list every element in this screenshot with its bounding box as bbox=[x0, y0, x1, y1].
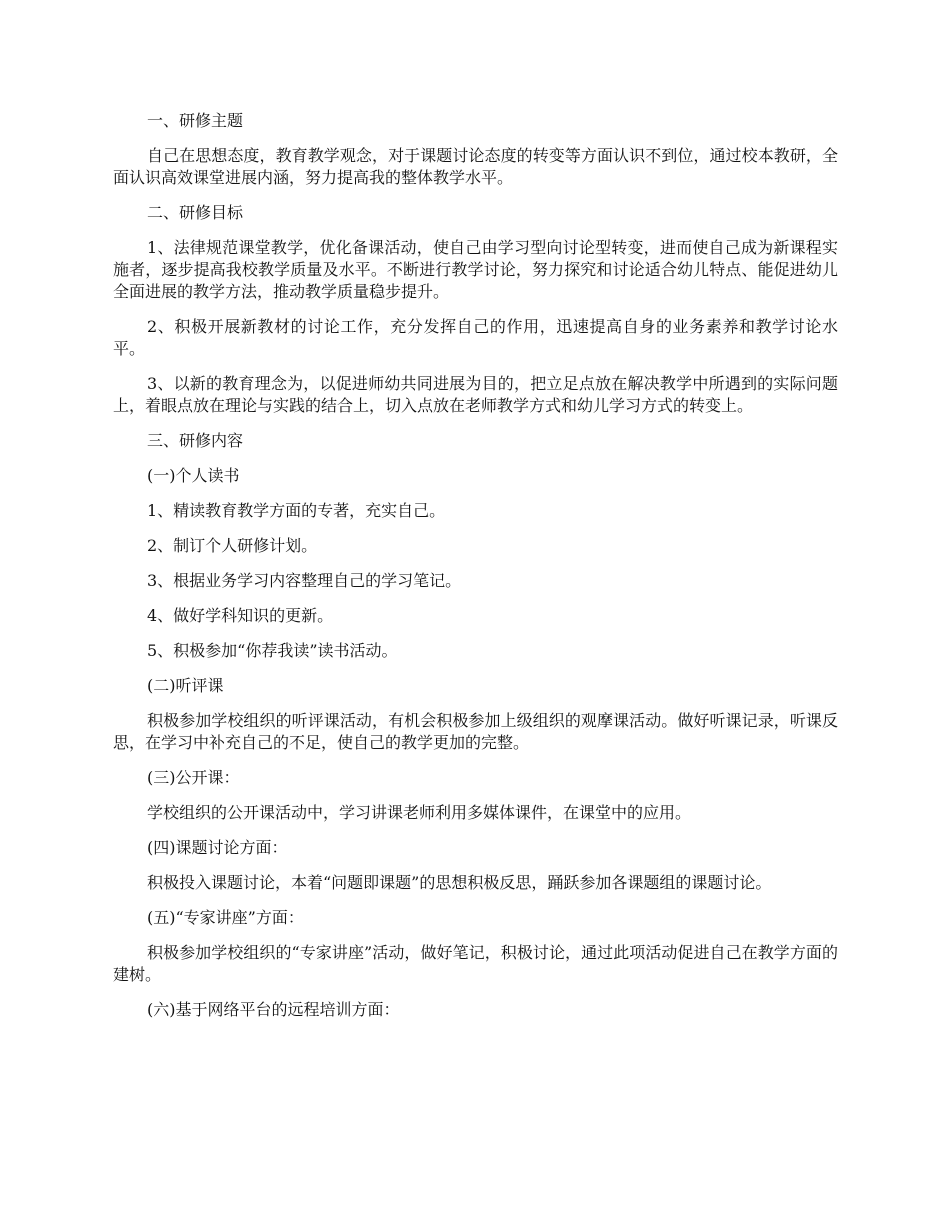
subheading-personal-reading: (一)个人读书 bbox=[147, 466, 240, 485]
paragraph-open-class: 学校组织的公开课活动中，学习讲课老师利用多媒体课件，在课堂中的应用。 bbox=[147, 803, 692, 822]
heading-research-theme: 一、研修主题 bbox=[147, 111, 244, 130]
list-item-reading-4: 4、做好学科知识的更新。 bbox=[147, 606, 334, 625]
list-item-reading-1: 1、精读教育教学方面的专著，充实自己。 bbox=[147, 501, 446, 520]
list-item-reading-2: 2、制订个人研修计划。 bbox=[147, 536, 318, 555]
paragraph-lesson-observation: 积极参加学校组织的听评课活动，有机会积极参加上级组织的观摩课活动。做好听课记录，听课反思，在学习中补充自己的不足，使自己的教学更加的完整。 bbox=[113, 711, 838, 752]
subheading-remote-training: (六)基于网络平台的远程培训方面： bbox=[147, 1000, 400, 1019]
paragraph-theme-body: 自己在思想态度，教育教学观念，对于课题讨论态度的转变等方面认识不到位，通过校本教研，全面认识高效课堂进展内涵，努力提高我的整体教学水平。 bbox=[113, 146, 838, 187]
paragraph-goal-1: 1、法律规范课堂教学，优化备课活动，使自己由学习型向讨论型转变，进而使自己成为新课程实施者，逐步提高我校教学质量及水平。不断进行教学讨论，努力探究和讨论适合幼儿特点、能促进幼儿全面进展的教学方法，推动教学质量稳步提升。 bbox=[113, 238, 838, 301]
subheading-open-class: (三)公开课： bbox=[147, 768, 240, 787]
paragraph-expert-lecture: 积极参加学校组织的“专家讲座”活动，做好笔记，积极讨论，通过此项活动促进自己在教学方面的建树。 bbox=[113, 943, 838, 984]
paragraph-goal-3: 3、以新的教育理念为，以促进师幼共同进展为目的，把立足点放在解决教学中所遇到的实际问题上，着眼点放在理论与实践的结合上，切入点放在老师教学方式和幼儿学习方式的转变上。 bbox=[113, 374, 838, 415]
heading-research-goals: 二、研修目标 bbox=[147, 203, 244, 222]
paragraph-goal-2: 2、积极开展新教材的讨论工作，充分发挥自己的作用，迅速提高自身的业务素养和教学讨论水平。 bbox=[113, 317, 838, 358]
subheading-lesson-observation: (二)听评课 bbox=[147, 676, 224, 695]
subheading-expert-lecture: (五)“专家讲座”方面： bbox=[147, 908, 304, 927]
list-item-reading-5: 5、积极参加“你荐我读”读书活动。 bbox=[147, 641, 398, 660]
list-item-reading-3: 3、根据业务学习内容整理自己的学习笔记。 bbox=[147, 571, 462, 590]
paragraph-topic-research: 积极投入课题讨论，本着“问题即课题”的思想积极反思，踊跃参加各课题组的课题讨论。 bbox=[147, 873, 772, 892]
subheading-topic-research: (四)课题讨论方面： bbox=[147, 838, 288, 857]
document-page bbox=[113, 110, 838, 1034]
heading-research-content: 三、研修内容 bbox=[147, 431, 244, 450]
